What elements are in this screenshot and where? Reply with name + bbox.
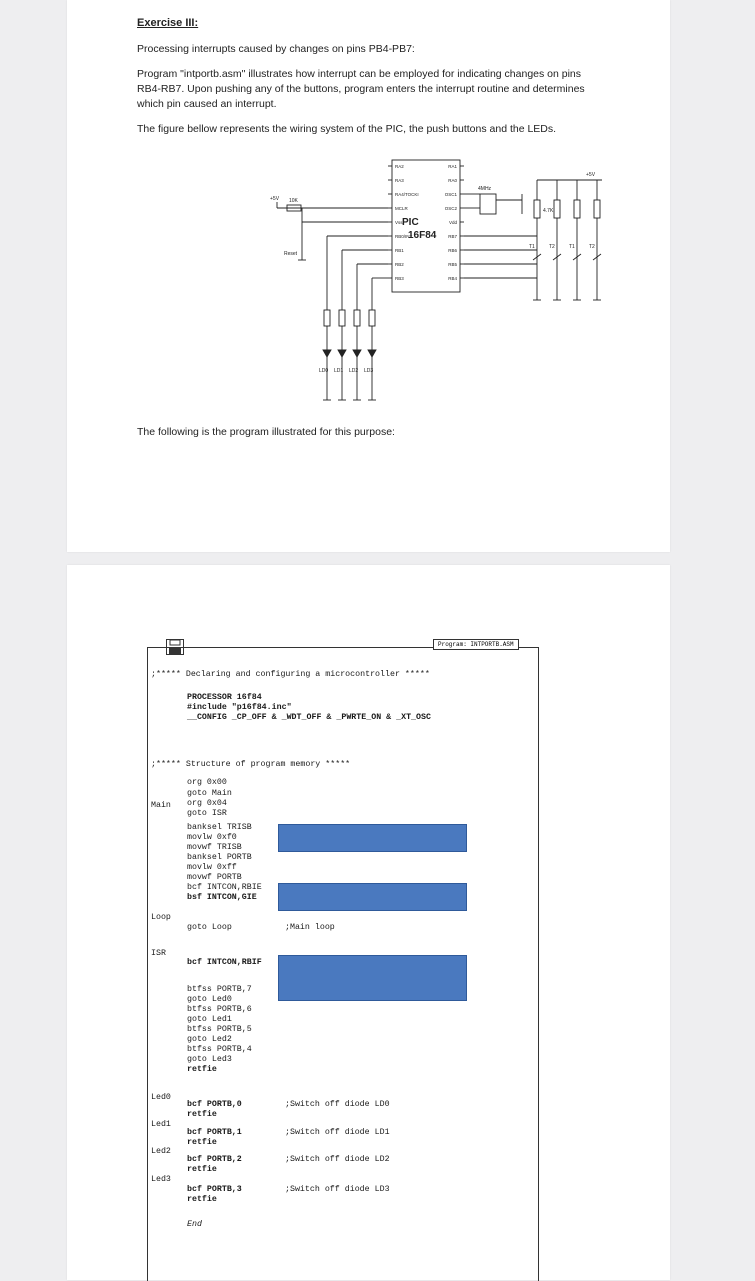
program-tag: Program: INTPORTB.ASM [433,639,519,650]
code-label-line: Led3 [151,1175,171,1184]
code-line: bcf PORTB,2 [187,1155,242,1164]
led-label-0: LD0 [319,368,329,374]
pullup-label: 4.7K [543,208,554,214]
code-comment: ;Main loop [285,923,335,932]
left-pin-label: MCLR [395,206,408,211]
code-line: retfie [187,1165,217,1174]
code-line: bcf INTCON,RBIE [187,883,262,892]
right-pin-label: RB7 [448,234,457,239]
push-buttons [533,254,601,260]
code-line: #include "p16f84.inc" [187,703,292,712]
code-line: movwf PORTB [187,873,242,882]
code-label-line: ;***** Declaring and configuring a microcontroller ***** [151,670,430,679]
code-line: retfie [187,1110,217,1119]
button-label-3: T1 [569,244,575,250]
left-pin-label: RA3 [395,178,404,183]
redaction-box-2 [278,883,467,911]
code-line: goto Led3 [187,1055,232,1064]
right-pin-label: Vdd [448,220,457,225]
code-line: btfss PORTB,4 [187,1045,252,1054]
code-label-line: Loop [151,913,171,922]
chip-right-pins [460,166,464,278]
right-pin-label: RA1 [448,164,457,169]
code-comment: ;Switch off diode LD3 [285,1185,390,1194]
code-line: movlw 0xf0 [187,833,237,842]
left-pin-label: RA4/TOCKI [395,192,419,197]
following-text: The following is the program illustrated for this purpose: [137,426,395,438]
program-paragraph: Program "intportb.asm" illustrates how interrupt can be employed for indicating changes on pins RB4-RB7. Upon pushing any of the buttons, program enters the interrupt routine and determines which pin caused an interrupt. [137,68,585,110]
code-line: org 0x04 [187,799,227,808]
code-line: goto Led1 [187,1015,232,1024]
document-page-2 [67,565,670,1280]
code-label-line: ISR [151,949,166,958]
left-pin-label: RB0/INT [395,234,413,239]
code-line: bcf INTCON,RBIF [187,958,262,967]
code-line: org 0x00 [187,778,227,787]
left-pin-label: RB3 [395,276,404,281]
code-line: banksel PORTB [187,853,252,862]
code-line: goto Main [187,789,232,798]
code-line: movwf TRISB [187,843,242,852]
supply-label-left: +5V [270,196,280,202]
redaction-box-1 [278,824,467,852]
code-line: retfie [187,1065,217,1074]
left-pin-label: RA2 [395,164,404,169]
right-pin-labels [445,164,458,281]
right-pin-label: OSC1 [444,192,457,197]
led-label-2: LD2 [349,368,359,374]
reset-label: Reset [284,251,298,257]
right-pin-label: RA0 [448,178,457,183]
code-line: retfie [187,1195,217,1204]
supply-label-right: +5V [586,172,596,178]
code-label-line: Led0 [151,1093,171,1102]
led-resistors [324,310,375,326]
code-label-line: ;***** Structure of program memory ***** [151,760,351,769]
code-line: goto Led2 [187,1035,232,1044]
code-comment: ;Switch off diode LD0 [285,1100,390,1109]
led-label-3: LD3 [364,368,374,374]
code-line: btfss PORTB,7 [187,985,252,994]
chip-label-model: 16F84 [408,230,437,241]
left-pin-label: RB2 [395,262,404,267]
code-line: End [187,1220,202,1229]
document-page-1 [67,0,670,552]
code-line: movlw 0xff [187,863,237,872]
intro-text: Processing interrupts caused by changes on pins PB4-PB7: [137,43,415,55]
right-pin-label: RB4 [448,276,457,281]
code-line: bcf PORTB,3 [187,1185,242,1194]
code-line: goto ISR [187,809,227,818]
chip-label-pic: PIC [402,217,419,228]
led-label-1: LD1 [334,368,344,374]
code-line: banksel TRISB [187,823,252,832]
led-diodes [323,350,376,357]
crystal-label: 4MHz [478,186,492,192]
crystal-symbol [480,194,496,214]
code-label-line: Main [151,801,171,810]
code-comment: ;Switch off diode LD2 [285,1155,390,1164]
button-label-2: T2 [549,244,555,250]
code-line: PROCESSOR 16f84 [187,693,262,702]
circuit-schematic [192,150,612,415]
figure-caption: The figure bellow represents the wiring system of the PIC, the push buttons and the LEDs. [137,123,557,135]
button-label-4: T2 [589,244,595,250]
chip-left-pins [388,166,392,278]
code-line: goto Loop [187,923,232,932]
button-label-1: T1 [529,244,535,250]
redaction-box-3 [278,955,467,1001]
code-line: bsf INTCON,GIE [187,893,257,902]
right-pin-label: RB6 [448,248,457,253]
code-line: bcf PORTB,1 [187,1128,242,1137]
exercise-title: Exercise III: [137,17,199,29]
right-pin-label: RB5 [448,262,457,267]
right-pin-label: OSC2 [444,206,457,211]
left-pin-label: RB1 [395,248,404,253]
code-line: __CONFIG _CP_OFF & _WDT_OFF & _PWRTE_ON & _XT_OSC [187,713,431,722]
code-line: bcf PORTB,0 [187,1100,242,1109]
code-line: btfss PORTB,6 [187,1005,252,1014]
code-label-line: Led1 [151,1120,171,1129]
left-pin-label: Vss [395,220,403,225]
code-comment: ;Switch off diode LD1 [285,1128,390,1137]
code-line: btfss PORTB,5 [187,1025,252,1034]
code-line: goto Led0 [187,995,232,1004]
reset-resistor-label: 10K [289,198,298,204]
code-label-line: Led2 [151,1147,171,1156]
code-line: retfie [187,1138,217,1147]
